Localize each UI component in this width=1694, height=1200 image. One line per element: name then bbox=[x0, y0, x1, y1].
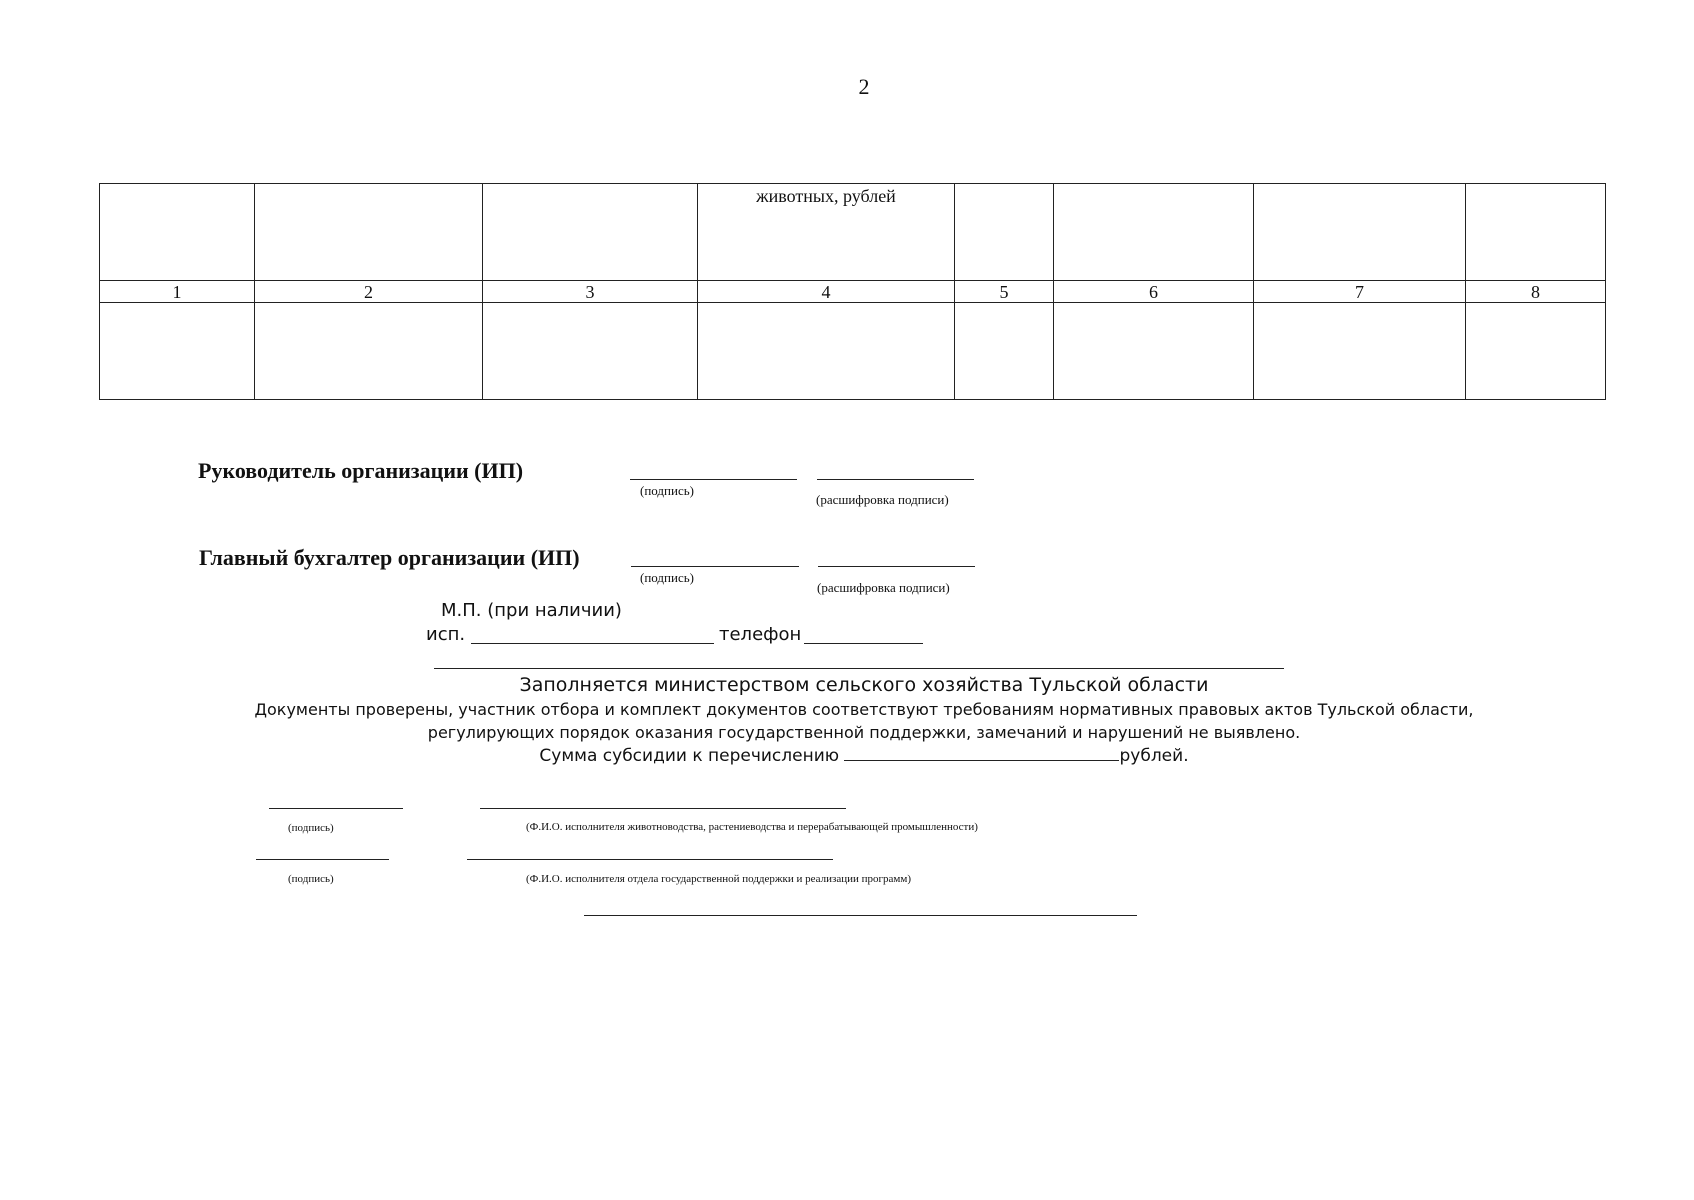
ministry-line-2: регулирующих порядок оказания государственной поддержки, замечаний и нарушений не выявлено. bbox=[427, 723, 1301, 742]
head-signature-line[interactable] bbox=[630, 479, 797, 480]
table-cell bbox=[100, 184, 255, 281]
table-cell[interactable] bbox=[255, 303, 483, 400]
subsidy-sum-line bbox=[0, 746, 1694, 766]
stamp-label: М.П. (при наличии) bbox=[441, 600, 622, 621]
executor-1-name-caption: (Ф.И.О. исполнителя животноводства, растениеводства и перерабатывающей промышленности) bbox=[526, 821, 978, 833]
table-cell bbox=[955, 184, 1054, 281]
executor-2-name-line[interactable] bbox=[467, 859, 833, 860]
column-number: 1 bbox=[100, 281, 255, 303]
executor-2-signature-caption: (подпись) bbox=[288, 873, 334, 885]
table-data-row bbox=[100, 303, 1606, 400]
ministry-line-1: Документы проверены, участник отбора и комплект документов соответствуют требованиям нормативных правовых актов Тульской области, bbox=[254, 700, 1474, 719]
executor-2-name-caption: (Ф.И.О. исполнителя отдела государственной поддержки и реализации программ) bbox=[526, 873, 912, 885]
executor-2-signature-line[interactable] bbox=[256, 859, 389, 860]
table-cell bbox=[483, 184, 698, 281]
column-number: 6 bbox=[1054, 281, 1254, 303]
table-cell[interactable] bbox=[1466, 303, 1606, 400]
table-cell bbox=[255, 184, 483, 281]
accountant-signature-line[interactable] bbox=[631, 566, 799, 567]
sum-unit: рублей. bbox=[1119, 746, 1189, 766]
executor-line[interactable] bbox=[471, 643, 714, 644]
head-decoding-caption: (расшифровка подписи) bbox=[816, 492, 949, 507]
phone-label: телефон bbox=[719, 624, 802, 645]
final-line bbox=[584, 915, 1137, 916]
head-title: Руководитель организации (ИП) bbox=[198, 458, 524, 483]
table-cell[interactable] bbox=[1254, 303, 1466, 400]
phone-line[interactable] bbox=[804, 643, 923, 644]
table-cell bbox=[698, 184, 955, 281]
column-number: 4 bbox=[698, 281, 955, 303]
head-decoding-line[interactable] bbox=[817, 479, 974, 480]
form-table bbox=[99, 183, 1606, 400]
column-number: 7 bbox=[1254, 281, 1466, 303]
table-cell bbox=[1466, 184, 1606, 281]
table-cell[interactable] bbox=[698, 303, 955, 400]
executor-1-name-line[interactable] bbox=[480, 808, 846, 809]
page-number: 2 bbox=[858, 74, 870, 99]
sum-label: Сумма субсидии к перечислению bbox=[539, 746, 840, 766]
table-header-row bbox=[100, 184, 1606, 281]
head-signature-caption: (подпись) bbox=[640, 483, 694, 498]
column-number-row bbox=[100, 281, 1606, 303]
section-divider bbox=[434, 668, 1284, 669]
ministry-heading: Заполняется министерством сельского хозяйства Тульской области bbox=[519, 674, 1209, 696]
accountant-decoding-caption: (расшифровка подписи) bbox=[817, 580, 950, 595]
sum-blank[interactable] bbox=[844, 759, 1119, 761]
column-number: 8 bbox=[1466, 281, 1606, 303]
table-cell bbox=[1054, 184, 1254, 281]
column-number: 2 bbox=[255, 281, 483, 303]
accountant-signature-caption: (подпись) bbox=[640, 570, 694, 585]
executor-1-signature-line[interactable] bbox=[269, 808, 403, 809]
accountant-title: Главный бухгалтер организации (ИП) bbox=[199, 545, 580, 570]
column-4-header-text: животных, рублей bbox=[756, 186, 896, 206]
executor-label: исп. bbox=[426, 624, 466, 645]
executor-1-signature-caption: (подпись) bbox=[288, 822, 334, 834]
column-number: 5 bbox=[955, 281, 1054, 303]
accountant-decoding-line[interactable] bbox=[818, 566, 975, 567]
table-cell bbox=[1254, 184, 1466, 281]
table-cell[interactable] bbox=[483, 303, 698, 400]
table-cell[interactable] bbox=[1054, 303, 1254, 400]
column-number: 3 bbox=[483, 281, 698, 303]
table-cell[interactable] bbox=[100, 303, 255, 400]
table-cell[interactable] bbox=[955, 303, 1054, 400]
